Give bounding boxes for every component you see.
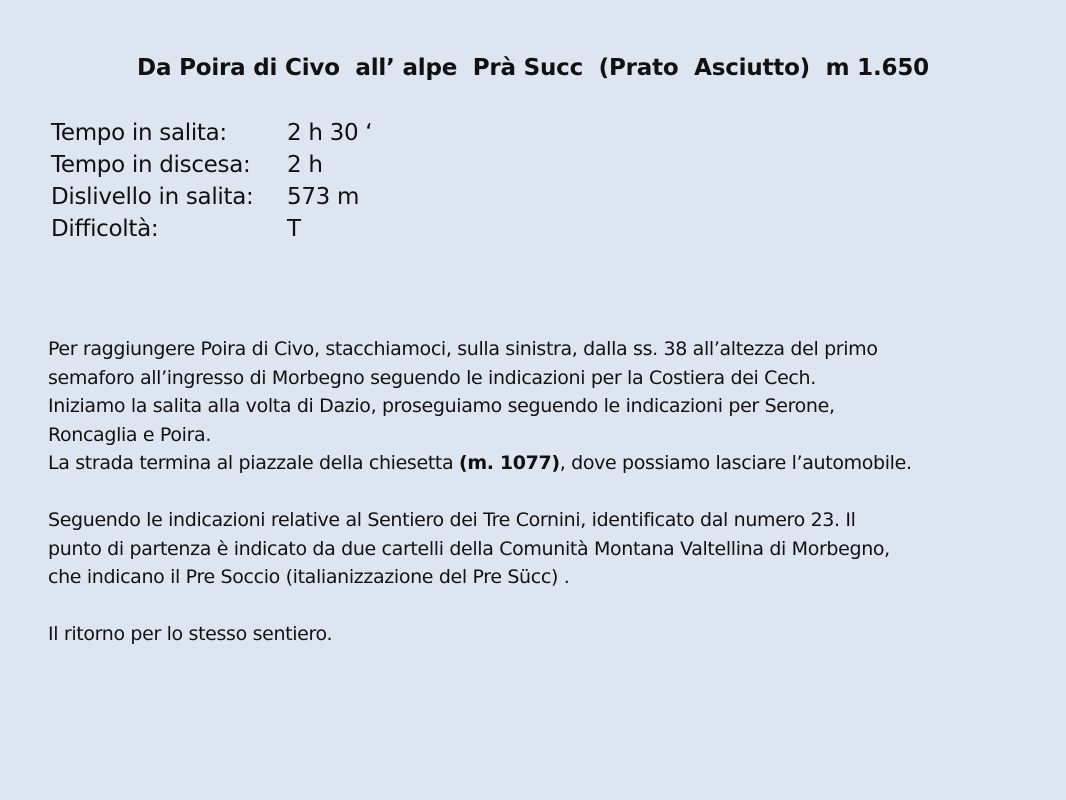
text-line: Per raggiungere Poira di Civo, stacchiamoci, sulla sinistra, dalla ss. 38 all’altezza del primo — [48, 338, 878, 360]
text-segment: La strada termina al piazzale della chiesetta — [48, 452, 460, 474]
fact-label: Difficoltà: — [51, 216, 159, 242]
text-line: Il ritorno per lo stesso sentiero. — [48, 623, 333, 645]
fact-row-descent-time — [51, 149, 372, 181]
fact-label: Tempo in salita: — [51, 120, 227, 146]
fact-value: T — [287, 216, 301, 242]
text-line: semaforo all’ingresso di Morbegno seguendo le indicazioni per la Costiera dei Cech. — [48, 366, 816, 389]
paragraph-gap — [48, 478, 1038, 507]
route-facts — [51, 117, 372, 245]
text-line: Roncaglia e Poira. — [48, 423, 212, 446]
fact-value: 573 m — [287, 184, 360, 210]
fact-value: 2 h 30 ‘ — [287, 120, 373, 146]
paragraph-gap — [48, 592, 1038, 621]
text-segment: , dove possiamo lasciare l’automobile. — [559, 452, 912, 474]
altitude-highlight: (m. 1077) — [459, 452, 560, 474]
text-line: che indicano il Pre Soccio (italianizzazione del Pre Sücc) . — [48, 566, 570, 588]
fact-row-difficulty — [51, 213, 372, 245]
text-line: Iniziamo la salita alla volta di Dazio, proseguiamo seguendo le indicazioni per Serone, — [48, 395, 835, 417]
fact-row-elevation-gain — [51, 181, 372, 213]
text-line: punto di partenza è indicato da due cartelli della Comunità Montana Valtellina di Morbegno, — [48, 537, 890, 560]
text-line: Seguendo le indicazioni relative al Sentiero dei Tre Cornini, identificato dal numero 23. Il — [48, 509, 856, 531]
fact-label: Tempo in discesa: — [51, 152, 251, 178]
fact-row-ascent-time — [51, 117, 372, 149]
route-description — [48, 335, 1038, 649]
text-line — [48, 449, 1038, 478]
slide-title: Da Poira di Civo all’ alpe Prà Succ (Prato Asciutto) m 1.650 — [137, 55, 929, 81]
fact-label: Dislivello in salita: — [51, 184, 254, 210]
fact-value: 2 h — [287, 152, 323, 178]
